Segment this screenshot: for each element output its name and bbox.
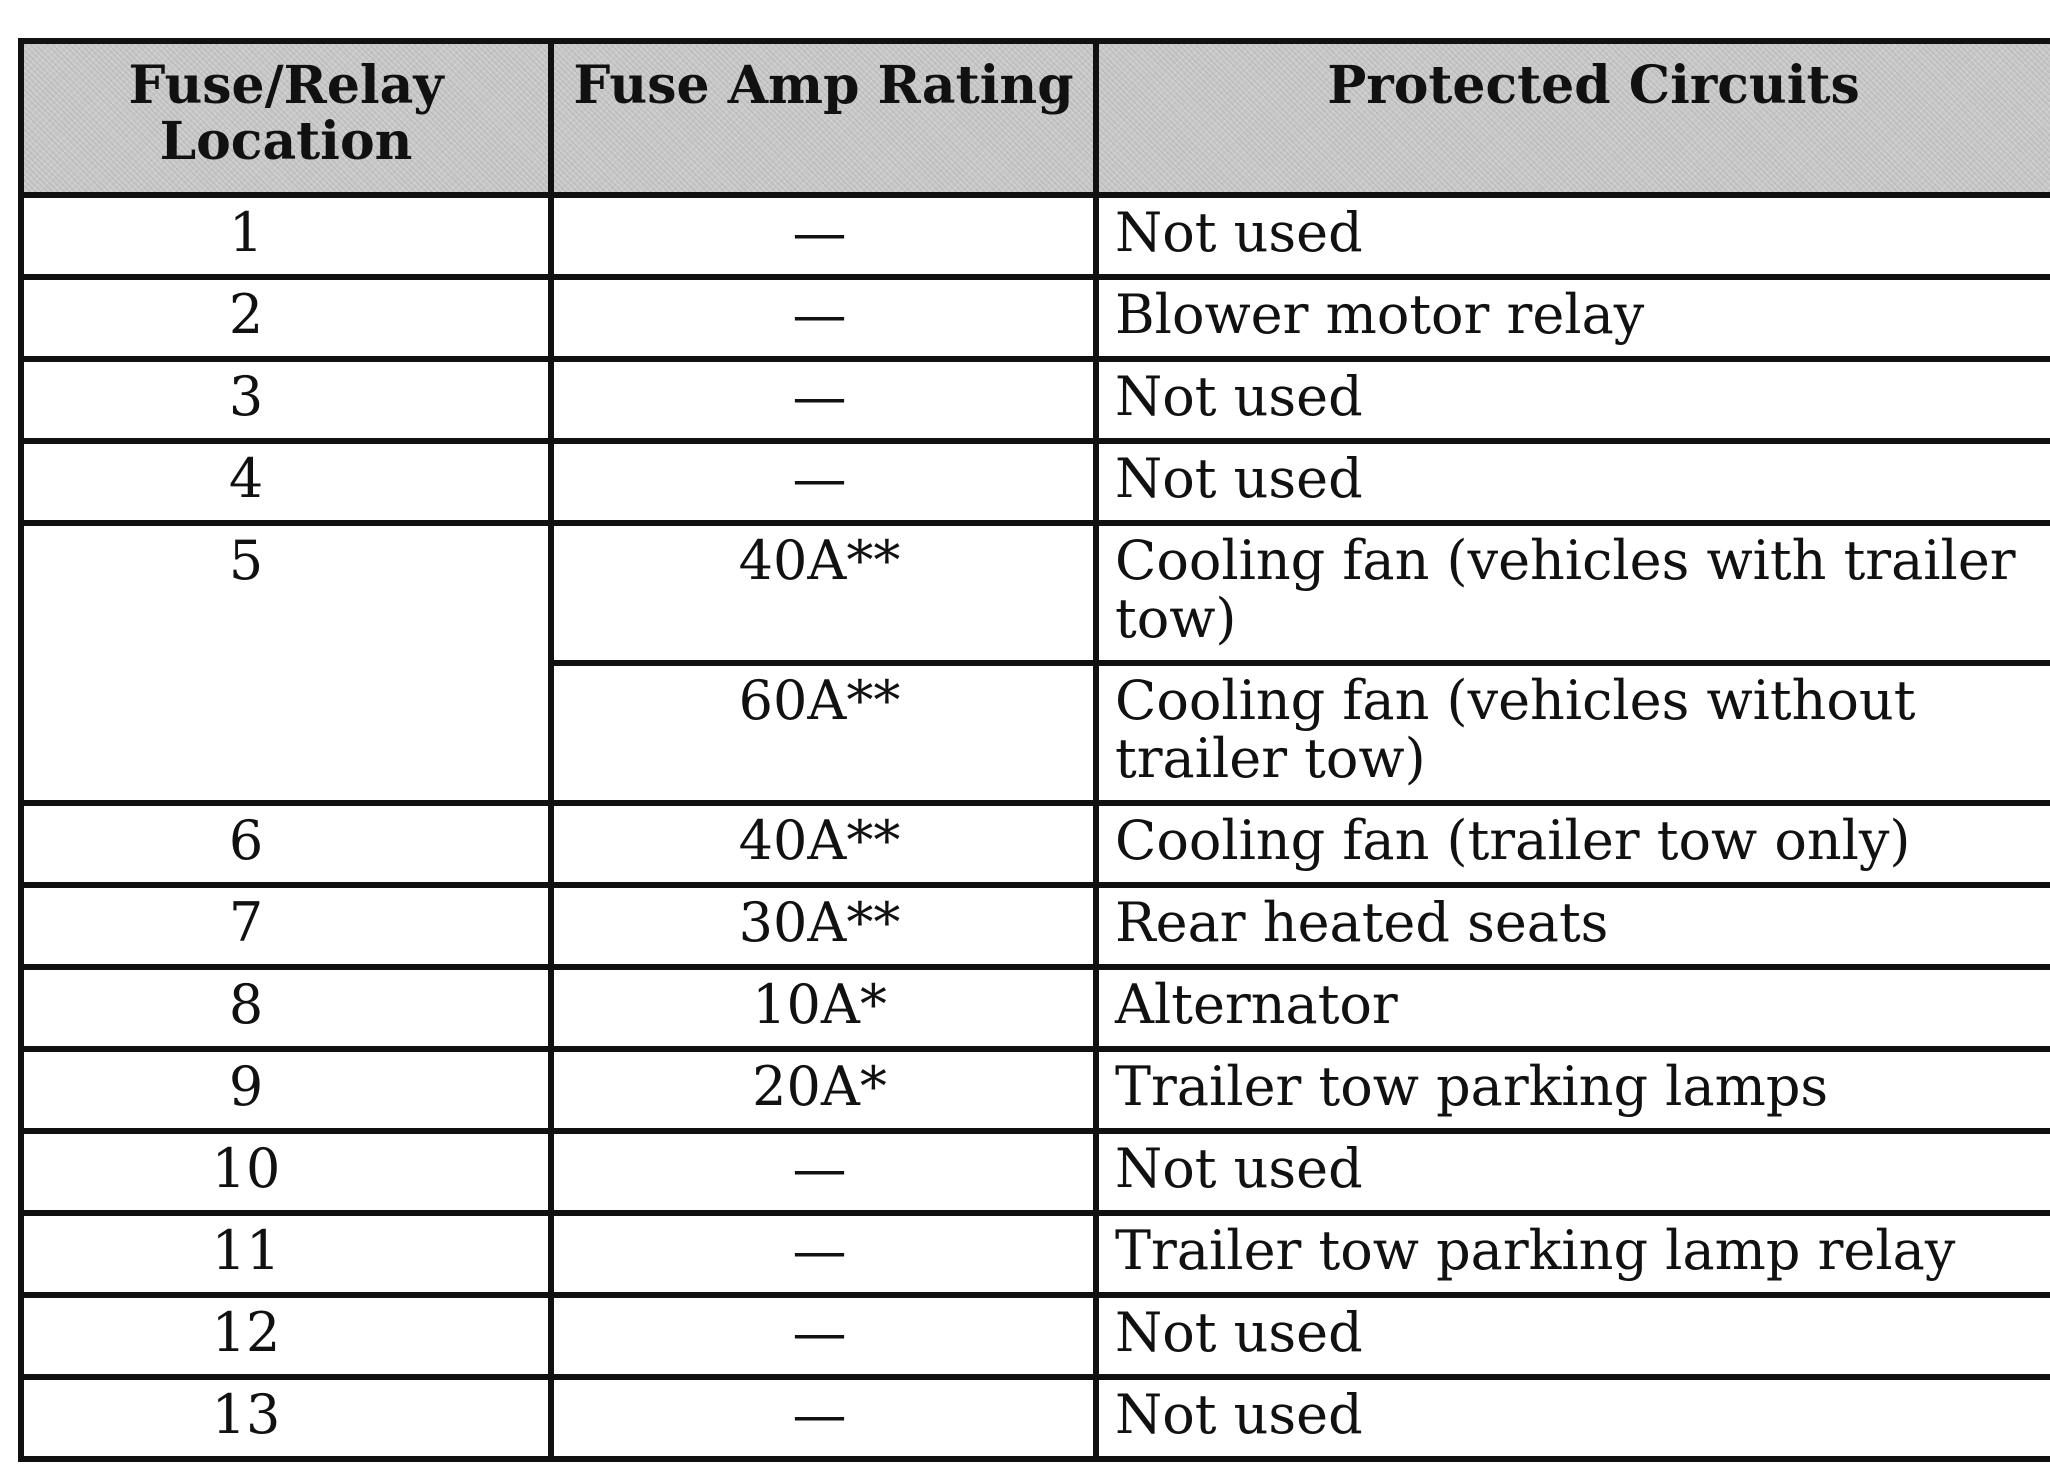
amp-value: — (792, 447, 847, 510)
amp-cell (551, 1049, 1096, 1131)
table-row (21, 195, 2050, 277)
amp-value: 40A** (738, 809, 901, 872)
location-cell (21, 1049, 551, 1131)
location-cell (21, 1377, 551, 1459)
circuit-cell: Not used (1096, 441, 2050, 523)
table-row (21, 885, 2050, 967)
table-row (21, 1213, 2050, 1295)
location-cell (21, 1131, 551, 1213)
amp-cell (551, 523, 1096, 663)
circuit-cell: Blower motor relay (1096, 277, 2050, 359)
amp-cell (551, 1213, 1096, 1295)
location-cell (21, 1295, 551, 1377)
table-row (21, 1131, 2050, 1213)
header-location: Fuse/Relay Location (21, 41, 551, 195)
circuit-cell: Rear heated seats (1096, 885, 2050, 967)
table-row (21, 967, 2050, 1049)
location-value: 1 (228, 201, 264, 264)
amp-value: 10A* (752, 973, 887, 1036)
location-cell (21, 885, 551, 967)
circuit-cell: Alternator (1096, 967, 2050, 1049)
amp-cell (551, 1377, 1096, 1459)
circuit-cell: Trailer tow parking lamps (1096, 1049, 2050, 1131)
circuit-cell: Cooling fan (vehicles with trailer tow) (1096, 523, 2050, 663)
location-value: 12 (211, 1301, 281, 1364)
amp-value: — (792, 1301, 847, 1364)
amp-value: — (792, 283, 847, 346)
circuit-cell: Cooling fan (trailer tow only) (1096, 803, 2050, 885)
location-value: 5 (228, 529, 264, 592)
amp-cell (551, 1131, 1096, 1213)
table-row (21, 277, 2050, 359)
table-row (21, 803, 2050, 885)
amp-cell (551, 277, 1096, 359)
amp-cell (551, 803, 1096, 885)
location-value: 6 (228, 809, 264, 872)
table-row (21, 1377, 2050, 1459)
location-cell (21, 277, 551, 359)
table-row (21, 1295, 2050, 1377)
location-value: 10 (211, 1137, 281, 1200)
amp-value: — (792, 1383, 847, 1446)
location-value: 4 (228, 447, 264, 510)
location-value: 2 (228, 283, 264, 346)
location-value: 3 (228, 365, 264, 428)
amp-cell (551, 885, 1096, 967)
circuit-cell: Trailer tow parking lamp relay (1096, 1213, 2050, 1295)
location-value: 8 (228, 973, 264, 1036)
fuse-table-container (18, 38, 2050, 1462)
location-value: 13 (211, 1383, 281, 1446)
location-cell (21, 803, 551, 885)
circuit-cell: Not used (1096, 359, 2050, 441)
header-protected-circuits: Protected Circuits (1096, 41, 2050, 195)
circuit-cell: Cooling fan (vehicles without trailer tow) (1096, 663, 2050, 803)
location-cell (21, 195, 551, 277)
location-cell (21, 441, 551, 523)
amp-value: 60A** (738, 669, 901, 732)
amp-cell (551, 967, 1096, 1049)
fuse-table (18, 38, 2050, 1462)
header-row (21, 41, 2050, 195)
location-value: 7 (228, 891, 264, 954)
amp-value: 40A** (738, 529, 901, 592)
amp-cell (551, 441, 1096, 523)
header-amp-rating: Fuse Amp Rating (551, 41, 1096, 195)
circuit-cell: Not used (1096, 1295, 2050, 1377)
amp-value: — (792, 201, 847, 264)
amp-cell (551, 359, 1096, 441)
location-cell (21, 1213, 551, 1295)
table-row (21, 523, 2050, 663)
amp-value: 30A** (738, 891, 901, 954)
location-cell (21, 359, 551, 441)
location-value: 9 (228, 1055, 264, 1118)
table-row (21, 441, 2050, 523)
amp-value: 20A* (752, 1055, 887, 1118)
amp-cell (551, 1295, 1096, 1377)
table-row (21, 1049, 2050, 1131)
location-cell (21, 967, 551, 1049)
circuit-cell: Not used (1096, 1131, 2050, 1213)
amp-cell (551, 663, 1096, 803)
location-value: 11 (211, 1219, 281, 1282)
amp-value: — (792, 1137, 847, 1200)
table-row (21, 359, 2050, 441)
circuit-cell: Not used (1096, 195, 2050, 277)
location-cell (21, 523, 551, 803)
amp-value: — (792, 1219, 847, 1282)
circuit-cell: Not used (1096, 1377, 2050, 1459)
amp-value: — (792, 365, 847, 428)
amp-cell (551, 195, 1096, 277)
